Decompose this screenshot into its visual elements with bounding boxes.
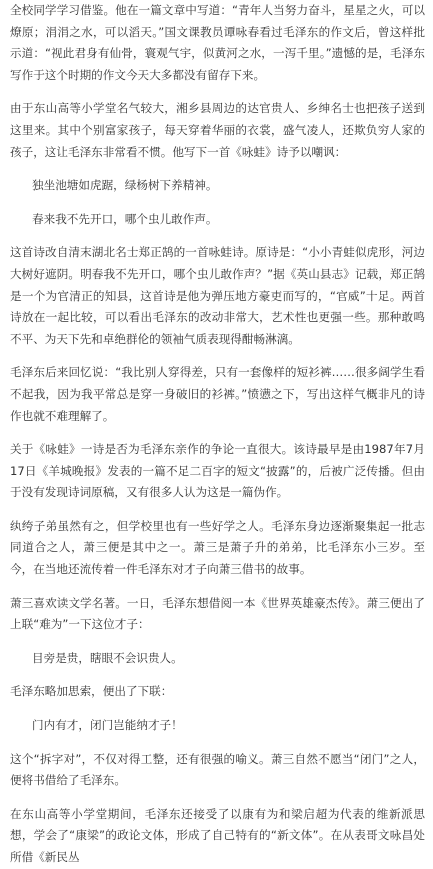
couplet-line: 门内有才，闭门岂能纳才子！: [32, 718, 183, 733]
paragraph-gap: [10, 427, 425, 439]
paragraph: 关于《咏蛙》一诗是否为毛泽东亲作的争论一直很大。该诗最早是由1987年7月17日《羊城晚报》发表的一篇不足二百字的短文“披露”的，后被广泛传播。但由于没有发现诗词原稿，又有很多人认为这是一篇伪作。: [10, 442, 425, 500]
paragraph-gap: [10, 86, 425, 98]
paragraph: 全校同学学习借鉴。他在一篇文章中写道：“青年人当努力奋斗，星星之火，可以燎原；涓涓之水，可以滔天。”国文课教员谭咏春看过毛泽东的作文后，曾这样批示道：“视此君身有仙骨，寰观气宇，似黄河之水，一泻千里。”遗憾的是，毛泽东写作于这个时期的作文今天大多都没有留存下来。: [10, 3, 425, 82]
paragraph-gap: [10, 197, 425, 209]
paragraph-gap: [10, 792, 425, 804]
poem-line: 春来我不先开口，哪个虫儿敢作声。: [32, 211, 218, 226]
paragraph: 在东山高等小学堂期间，毛泽东还接受了以康有为和梁启超为代表的维新派思想，学会了“康梁”的政论文体，形成了自己特有的“新文体”。在从表哥文咏昌处所借《新民丛: [10, 806, 425, 864]
paragraph-gap: [10, 669, 425, 681]
paragraph-gap: [10, 350, 425, 362]
paragraph: 纨绔子弟虽然有之，但学校里也有一些好学之人。毛泽东身边逐渐聚集起一批志同道合之人，萧三便是其中之一。萧三是萧子升的弟弟，比毛泽东小三岁。至今，在当地还流传着一件毛泽东对才子向萧三借书的故事。: [10, 518, 425, 577]
poem-line: 独坐池塘如虎踞，绿杨树下养精神。: [32, 178, 218, 193]
paragraph-gap: [10, 163, 425, 175]
paragraph: 萧三喜欢读文学名著。一日，毛泽东想借阅一本《世界英雄豪杰传》。萧三便出了上联“难为”一下这位才子：: [10, 595, 425, 632]
paragraph-gap: [10, 703, 425, 715]
paragraph: 这首诗改自清末湖北名士郑正鹄的一首咏蛙诗。原诗是：“小小青蛙似虎形，河边大树好遮阴。明春我不先开口，哪个虫儿敢作声？”据《英山县志》记载，郑正鹄是一个为官清正的知县，这首诗是他为弹压地方豪吏而写的，“官威”十足。两首诗放在一起比较，可以看出毛泽东的改动非常大，艺术性也更强一些。那种敢鸣不平、为天下先和卓绝群伦的领袖气质表现得酣畅淋漓。: [10, 245, 425, 346]
couplet-line: 目旁是贵，瞎眼不会识贵人。: [32, 650, 183, 665]
paragraph-gap: [10, 230, 425, 242]
paragraph-gap: [10, 636, 425, 648]
paragraph-gap: [10, 581, 425, 593]
paragraph: 由于东山高等小学堂名气较大，湘乡县周边的达官贵人、乡绅名士也把孩子送到这里来。其中个别富家孩子，每天穿着华丽的衣裳，盛气凌人，还欺负穷人家的孩子，这让毛泽东非常看不惯。他写下一首《咏蛙》诗予以嘲讽：: [10, 101, 425, 159]
paragraph-gap: [10, 737, 425, 749]
paragraph: 这个“拆字对”，不仅对得工整，还有很强的喻义。萧三自然不愿当“闭门”之人，便将书借给了毛泽东。: [10, 751, 425, 788]
paragraph: 毛泽东后来回忆说：“我比别人穿得差，只有一套像样的短衫裤……很多阔学生看不起我，因为我平常总是穿一身破旧的衫裤。”愤懑之下，写出这样气概非凡的诗作也就不难理解了。: [10, 365, 425, 423]
paragraph: 毛泽东略加思索，便出了下联：: [10, 684, 173, 699]
paragraph-gap: [10, 504, 425, 516]
